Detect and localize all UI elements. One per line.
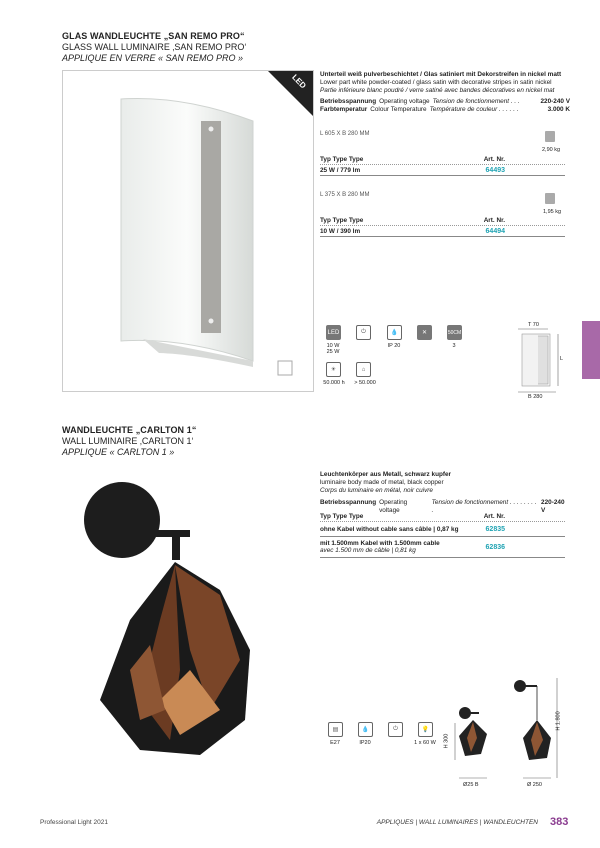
flammable-icon: ✕ [417,325,432,340]
bulb-icon: 💡 [418,722,433,737]
ip-label: IP 20 [387,343,401,349]
product2-title: WANDLEUCHTE „CARLTON 1“ [62,425,197,435]
product2-subtitle-en: WALL LUMINAIRE ‚CARLTON 1‘ [62,436,194,446]
cycles-label: > 50.000 [354,380,376,386]
e27-label: E27 [330,740,340,746]
variant1-table: Typ Type Type Art. Nr. 25 W / 779 lm 64493 [320,154,565,176]
product1-image [62,70,314,392]
e27-socket-icon: ▤ [328,722,343,737]
desc-de: Unterteil weiß pulverbeschichtet / Glas satiniert mit Dekorstreifen in nickel matt [320,71,562,78]
page-number: 383 [550,816,569,828]
ip-drop-icon: 💧 [387,325,402,340]
variant2-dims: L 375 X B 280 MM [320,192,370,198]
product2-image [70,470,315,760]
product2-description: Leuchtenkörper aus Metall, schwarz kupfer luminaire body made of metal, black copper Corps du luminaire en métal, noir cuivre Betriebsspannung Operating voltage Tension de fonctionnement . . . . . . . . . 220-240 V [320,471,570,515]
product2-table: Typ Type Type Art. Nr. ohne Kabel without cable sans câble | 0,87 kg 62835 mit 1.500mm Kabel with 1.500mm cable avec 1.500 mm de câble | 0,81 kg 62836 [320,511,565,558]
colortemp-row: Farbtemperatur Colour Temperature Température de couleur . . . . . . 3.000 K [320,106,570,113]
ip-label: IP20 [359,740,371,746]
product2-dimension-drawing: H 300 Ø25 B Ø 250 H 1.800 [445,668,575,793]
desc-fr: Partie inférieure blanc poudré / verre satiné avec bandes décoratives en nickel mat [320,87,555,94]
led-badge: LED [290,72,308,91]
art-number[interactable]: 62836 [485,543,505,551]
product1-description [320,71,570,114]
product2-subtitle-fr: APPLIQUE « CARLTON 1 » [62,447,175,457]
voltage-row: Betriebsspannung Operating voltage Tension de fonctionnement . . . . . . . . . 220-240 V [320,499,565,514]
distance-label: 3 [452,343,456,349]
variant1-dims: L 605 X B 280 MM [320,131,370,137]
product1-title: GLAS WANDLEUCHTE „SAN REMO PRO“ [62,31,245,41]
footer-catalog-name: Professional Light 2021 [40,819,108,826]
power-icon: ⏻ [356,325,371,340]
variant2-table: Typ Type Type Art. Nr. 10 W / 390 lm 64494 [320,215,565,237]
bulb-label: 1 x 60 W [414,740,436,746]
desc-en: Lower part white powder-coated / glass satin with decorative stripes in satin nickel [320,79,552,86]
led-icon: LED [326,325,341,340]
switch-cycles-icon: ⌂ [356,362,371,377]
power-icon: ⏻ [388,722,403,737]
product1-subtitle-en: GLASS WALL LUMINAIRE ‚SAN REMO PRO‘ [62,42,247,52]
hours-label: 50.000 h [323,380,345,386]
ip-drop-icon: 💧 [358,722,373,737]
distance-icon: 50CM [447,325,462,340]
variant2-weight: 1,95 kg [543,209,562,215]
product1-dimension-drawing: T 70 L B 280 [510,322,570,402]
weight-icon [545,193,555,204]
footer-section-title: APPLIQUES | WALL LUMINAIRES | WANDLEUCHTEN [376,819,538,826]
voltage-row: Betriebsspannung Operating voltage Tension de fonctionnement . . . 220-240 V [320,98,570,105]
art-number[interactable]: 64494 [485,227,505,235]
variant1-weight: 2,90 kg [542,147,561,153]
power-label: 10 W 25 W [326,343,340,355]
weight-icon [545,131,555,142]
section-tab[interactable] [582,321,600,379]
lifetime-icon: ☀ [326,362,341,377]
art-number[interactable]: 64493 [485,166,505,174]
product1-subtitle-fr: APPLIQUE EN VERRE « SAN REMO PRO » [62,53,244,63]
art-number[interactable]: 62835 [485,525,505,533]
